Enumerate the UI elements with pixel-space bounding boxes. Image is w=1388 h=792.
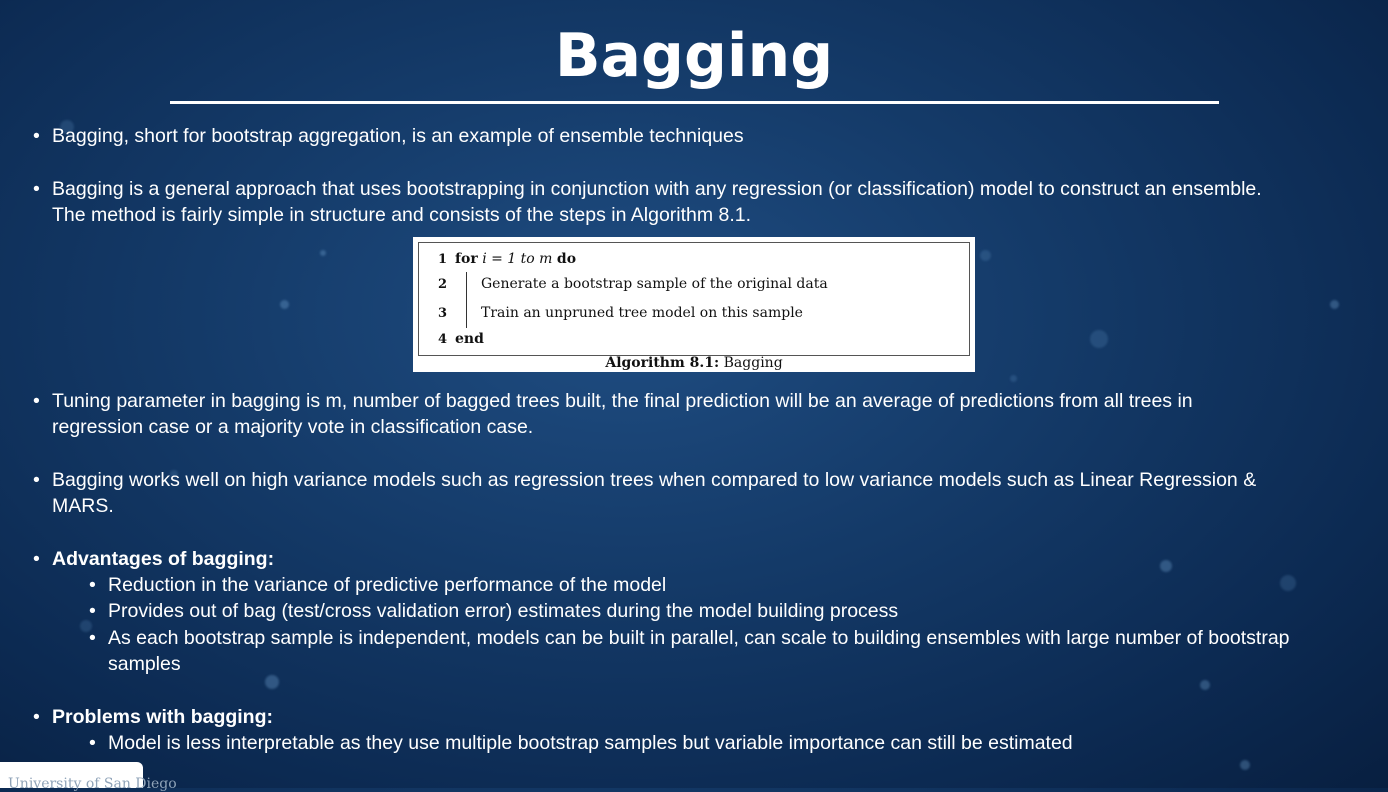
university-logo-text: University of San Diego — [8, 776, 177, 792]
algorithm-indent-bar — [466, 272, 467, 328]
algorithm-caption-title: Bagging — [723, 355, 783, 371]
advantage-text: samples — [108, 653, 181, 675]
advantages-heading: Advantages of bagging: — [52, 548, 275, 570]
bullet-dot: • — [89, 600, 96, 622]
algorithm-line-3: Train an unpruned tree model on this sample — [481, 305, 803, 321]
algorithm-frame — [418, 242, 970, 356]
algorithm-keyword-do: do — [556, 251, 577, 267]
bullet-dot: • — [89, 732, 96, 754]
bullet-text-line: MARS. — [52, 495, 114, 517]
advantage-text: As each bootstrap sample is independent, models can be built in parallel, can scale to building ensembles with large number of bootstrap — [108, 627, 1290, 649]
bullet-dot: • — [33, 125, 40, 147]
bullet-text-line: regression case or a majority vote in classification case. — [52, 416, 534, 438]
title-underline — [170, 101, 1219, 104]
advantage-text: Reduction in the variance of predictive performance of the model — [108, 574, 667, 596]
problem-text: Model is less interpretable as they use multiple bootstrap samples but variable importance can still be estimated — [108, 732, 1073, 754]
problems-heading: Problems with bagging: — [52, 706, 274, 728]
algorithm-line-number: 4 — [438, 332, 448, 347]
algorithm-caption — [413, 354, 975, 372]
algorithm-line-1 — [455, 250, 576, 268]
bullet-dot: • — [33, 390, 40, 412]
algorithm-keyword-for: for — [455, 251, 478, 267]
algorithm-line-2: Generate a bootstrap sample of the original data — [481, 276, 828, 292]
bullet-text-line: The method is fairly simple in structure and consists of the steps in Algorithm 8.1. — [52, 204, 752, 226]
slide-title: Bagging — [554, 21, 834, 91]
bullet-dot: • — [33, 178, 40, 200]
bullet-dot: • — [33, 469, 40, 491]
bullet-dot: • — [33, 706, 40, 728]
algorithm-line-number: 1 — [438, 252, 448, 267]
bullet-text-line: Tuning parameter in bagging is m, number of bagged trees built, the final prediction will be an average of predictions from all trees in — [52, 390, 1193, 412]
bullet-dot: • — [89, 627, 96, 649]
advantage-text: Provides out of bag (test/cross validation error) estimates during the model building process — [108, 600, 899, 622]
algorithm-loop-range: i = 1 to m — [482, 251, 553, 267]
bullet-text-line: Bagging works well on high variance models such as regression trees when compared to low variance models such as Linear Regression & — [52, 469, 1257, 491]
algorithm-keyword-end: end — [455, 331, 484, 347]
algorithm-figure — [413, 237, 975, 372]
algorithm-line-number: 3 — [438, 306, 448, 321]
bullet-dot: • — [89, 574, 96, 596]
university-logo — [0, 762, 177, 792]
algorithm-line-number: 2 — [438, 277, 448, 292]
bullet-text-line: Bagging, short for bootstrap aggregation, is an example of ensemble techniques — [52, 125, 744, 147]
bullet-text-line: Bagging is a general approach that uses bootstrapping in conjunction with any regression (or classification) model to construct an ensemble. — [52, 178, 1262, 200]
algorithm-caption-label: Algorithm 8.1: — [605, 355, 720, 371]
bullet-dot: • — [33, 548, 40, 570]
